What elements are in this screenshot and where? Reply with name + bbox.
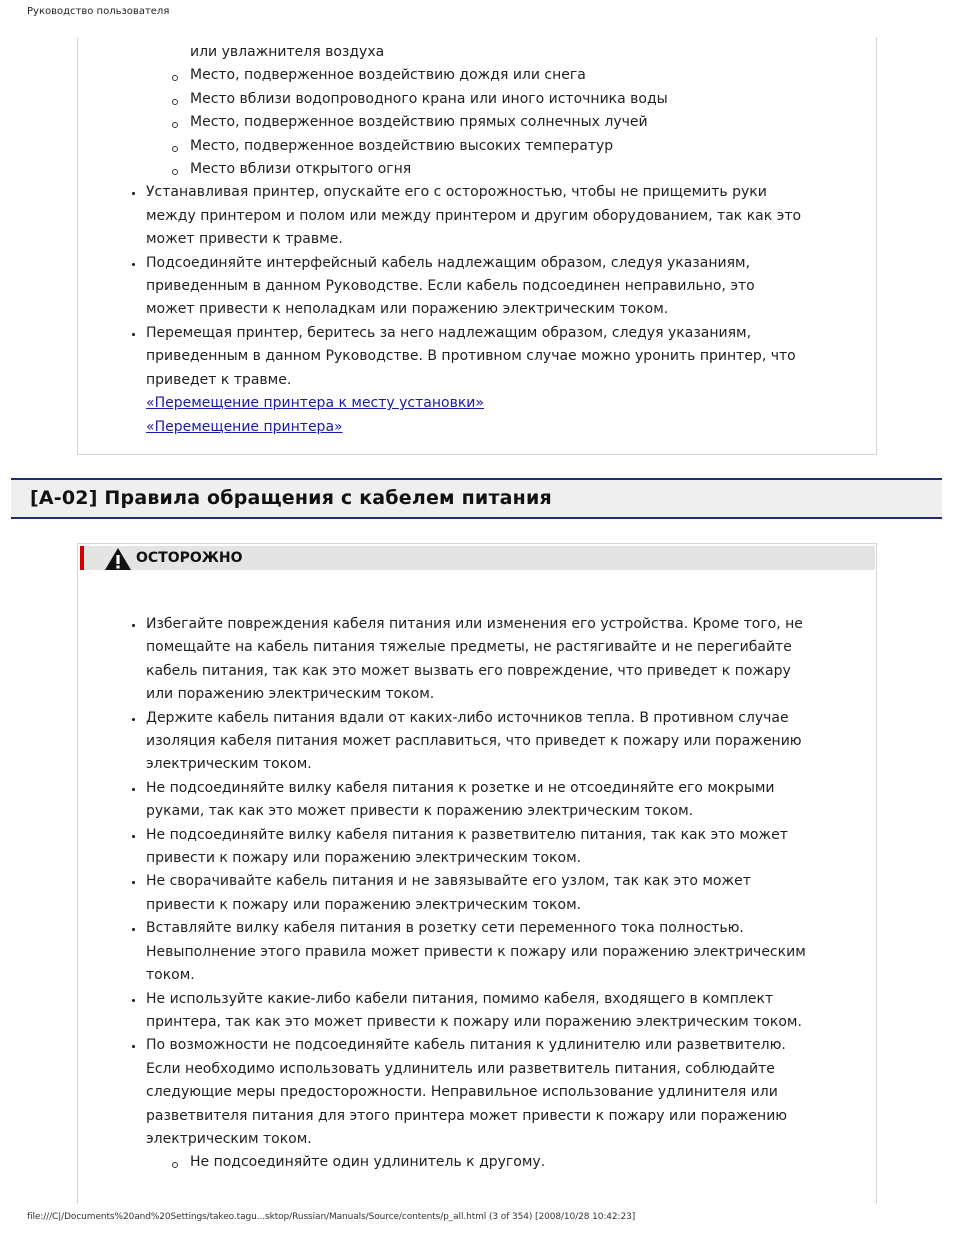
list-item: Подсоединяйте интерфейсный кабель надлежащим образом, следуя указаниям, приведенным в данном Руководстве. Если кабель подсоединен неправильно, это может привести к неполадкам или поражению электрическим током. <box>78 252 806 322</box>
list-item: Место, подверженное воздействию дождя или снега <box>78 64 876 87</box>
list-item: Место, подверженное воздействию высоких температур <box>78 135 876 158</box>
list-item: Держите кабель питания вдали от каких-либо источников тепла. В противном случае изоляция кабеля питания может расплавиться, что приведет к пожару или поражению электрическим током. <box>78 707 806 777</box>
power-cord-rules-list <box>78 613 876 1151</box>
list-item: Не используйте какие-либо кабели питания, помимо кабеля, входящего в комплект принтера, так как это может привести к пожару или поражению электрическим током. <box>78 988 806 1035</box>
list-item: Место вблизи водопроводного крана или иного источника воды <box>78 88 876 111</box>
list-item: Вставляйте вилку кабеля питания в розетку сети переменного тока полностью. Невыполнение этого правила может привести к пожару или поражению электрическим током. <box>78 917 806 987</box>
list-item: Избегайте повреждения кабеля питания или изменения его устройства. Кроме того, не помещайте на кабель питания тяжелые предметы, не растягивайте и не перегибайте кабель питания, так как это может вызвать его повреждение, что приведет к пожару или поражению электрическим током. <box>78 613 806 707</box>
list-item: Не подсоединяйте вилку кабеля питания к разветвителю питания, так как это может привести к пожару или поражению электрическим током. <box>78 824 806 871</box>
warning-triangle-icon <box>104 547 132 571</box>
list-item: Не сворачивайте кабель питания и не завязывайте его узлом, так как это может привести к пожару или поражению электрическим током. <box>78 870 806 917</box>
link-moving-printer[interactable]: «Перемещение принтера» <box>146 418 343 435</box>
extension-cord-sublist <box>78 1151 876 1174</box>
list-item: Не подсоединяйте один удлинитель к другому. <box>78 1151 876 1174</box>
page-header: Руководство пользователя <box>27 6 170 17</box>
list-item: Место, подверженное воздействию прямых солнечных лучей <box>78 111 876 134</box>
safety-box-continued <box>77 37 877 455</box>
continued-line: или увлажнителя воздуха <box>190 44 385 60</box>
link-move-to-install-location[interactable]: «Перемещение принтера к месту установки» <box>146 395 484 412</box>
list-item: Место вблизи открытого огня <box>78 158 876 181</box>
location-sublist <box>78 64 876 181</box>
safety-bullet-list <box>78 181 876 392</box>
section-heading-band <box>11 478 942 519</box>
caution-box <box>77 543 877 1204</box>
caution-header <box>80 546 875 570</box>
list-item: Не подсоединяйте вилку кабеля питания к розетке и не отсоединяйте его мокрыми руками, так как это может привести к поражению электрическим током. <box>78 777 806 824</box>
caution-label: ОСТОРОЖНО <box>136 550 243 566</box>
list-item: Устанавливая принтер, опускайте его с осторожностью, чтобы не прищемить руки между принтером и полом или между принтером и другим оборудованием, так как это может привести к травме. <box>78 181 806 251</box>
page-footer-path: file:///C|/Documents%20and%20Settings/takeo.tagu...sktop/Russian/Manuals/Source/contents/p_all.html (3 of 354) [2008/10/28 10:42:23] <box>27 1212 636 1222</box>
list-item: По возможности не подсоединяйте кабель питания к удлинителю или разветвителю. Если необходимо использовать удлинитель или разветвитель питания, соблюдайте следующие меры предосторожности. Неправильное использование удлинителя или разветвителя питания для этого принтера может привести к пожару или поражению электрическим током. <box>78 1034 806 1151</box>
section-title: [A-02] Правила обращения с кабелем питания <box>30 487 552 509</box>
list-item: Перемещая принтер, беритесь за него надлежащим образом, следуя указаниям, приведенным в данном Руководстве. В противном случае можно уронить принтер, что приведет к травме. <box>78 322 806 392</box>
